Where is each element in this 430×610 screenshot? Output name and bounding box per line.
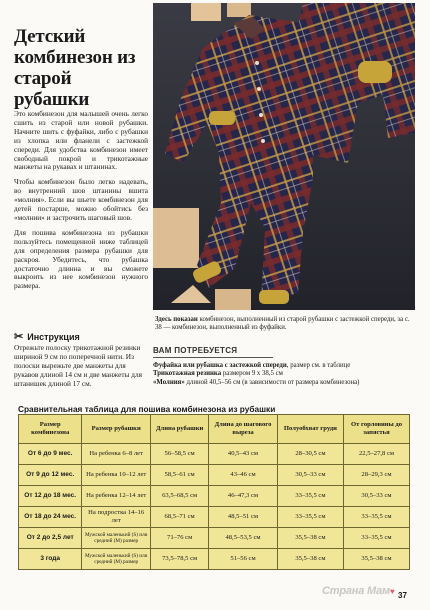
table-row — [19, 444, 410, 465]
table-row — [19, 486, 410, 507]
table-cell: На ребенка 6–8 лет — [82, 444, 151, 465]
table-cell: 33–35,5 см — [277, 486, 343, 507]
table-cell: Мужской маленький (S) или средний (M) размер — [82, 528, 151, 549]
table-cell: 71–76 см — [151, 528, 209, 549]
intro-paragraph: Чтобы комбинезон было легко надевать, во внутренний шов штанины вшита «молния». Если вы шьете комбинезон для детей постарше, можно обойтись без «молнии» и застрочить шаговый шов. — [14, 177, 148, 222]
table-cell: 35,5–38 см — [277, 549, 343, 570]
instruction-text: Отрежьте полоску трикотажной резинки шириной 9 см по поперечной нити. Из полоски вырежьте две манжеты для рукавов длиной 14 см и две манжеты для штанишек длиной 17 см. — [14, 342, 142, 388]
material-name: Фуфайка или рубашка с застежкой спереди — [153, 362, 287, 369]
column-header: Полуобхват груди — [277, 415, 343, 444]
table-header-row — [19, 415, 410, 444]
table-cell: Мужской маленький (S) или средний (M) размер — [82, 549, 151, 570]
table-row — [19, 549, 410, 570]
table-cell: 22,5–27,8 см — [344, 444, 410, 465]
column-header: От горловины до запястья — [344, 415, 410, 444]
jumpsuit-photo — [153, 3, 415, 310]
page-title: Детский комбинезон из старой рубашки — [14, 26, 136, 110]
table-cell: От 12 до 18 мес. — [19, 486, 82, 507]
table-cell: 33–35,5 см — [344, 507, 410, 528]
page-number: 37 — [398, 591, 407, 600]
table-cell: 48,5–51 см — [209, 507, 278, 528]
table-cell: От 2 до 2,5 лет — [19, 528, 82, 549]
watermark-text: Страна Мам — [322, 585, 390, 597]
photo-caption — [155, 316, 417, 332]
table-cell: От 9 до 12 мес. — [19, 465, 82, 486]
table-cell: 33–35,5 см — [344, 528, 410, 549]
material-name: Трикотажная резинка — [153, 370, 222, 378]
size-comparison-table — [18, 414, 410, 570]
site-watermark — [322, 585, 395, 597]
table-cell: На ребенка 12–14 лет — [82, 486, 151, 507]
table-cell: От 6 до 9 мес. — [19, 444, 82, 465]
table-cell: 35,5–38 см — [344, 549, 410, 570]
table-cell: 30,5–33 см — [277, 465, 343, 486]
instruction-heading-label: Инструкция — [27, 332, 80, 342]
table-cell: 63,5–68,5 см — [151, 486, 209, 507]
table-cell: 3 года — [19, 549, 82, 570]
materials-heading: ВАМ ПОТРЕБУЕТСЯ — [153, 346, 273, 358]
table-cell: 48,5–53,5 см — [209, 528, 278, 549]
table-cell: От 18 до 24 мес. — [19, 507, 82, 528]
materials-line — [153, 362, 415, 370]
table-row — [19, 465, 410, 486]
materials-block — [153, 346, 415, 396]
intro-text — [14, 110, 148, 297]
table-row — [19, 528, 410, 549]
table-cell: 28–30,5 см — [277, 444, 343, 465]
column-header: Длина до шагового выреза — [209, 415, 278, 444]
material-detail: размером 9 х 38,5 см — [221, 370, 283, 378]
caption-text: комбинезон, выполненный из старой рубашки с застежкой спереди, за с. 38 — комбинезон, выполненный из фуфайки. — [155, 316, 410, 331]
table-cell: 35,5–38 см — [277, 528, 343, 549]
table-cell: На подростка 14–16 лет — [82, 507, 151, 528]
table-cell: 56–58,5 см — [151, 444, 209, 465]
table-cell: 30,5–33 см — [344, 486, 410, 507]
table-cell: 68,5–71 см — [151, 507, 209, 528]
caption-lead: Здесь показан — [155, 316, 198, 323]
table-cell: 33–35,5 см — [277, 507, 343, 528]
column-header: Размер комбинезона — [19, 415, 82, 444]
instruction-block — [14, 333, 148, 388]
intro-paragraph: Это комбинезон для малышей очень легко сшить из старой или новой рубашки. Начните шить с фуфайки, либо с рубашки из хлопка или фланели с застежкой спереди. Для удобства комбинезон имеет свободный покрой и трикотажные манжеты на рукавах и штанинах. — [14, 109, 148, 172]
table-row — [19, 507, 410, 528]
materials-line — [153, 370, 415, 378]
table-cell: 40,5–43 см — [209, 444, 278, 465]
table-cell: 28–29,3 см — [344, 465, 410, 486]
table-cell: 43–46 см — [209, 465, 278, 486]
instruction-heading — [14, 333, 148, 342]
column-header: Длина рубашки — [151, 415, 209, 444]
table-cell: 51–56 см — [209, 549, 278, 570]
material-detail: длиной 40,5–56 см (в зависимости от размера комбинезона) — [184, 378, 360, 386]
materials-line — [153, 379, 415, 387]
table-cell: 46–47,3 см — [209, 486, 278, 507]
column-header: Размер рубашки — [82, 415, 151, 444]
table-title: Сравнительная таблица для пошива комбинезона из рубашки — [18, 404, 408, 416]
intro-paragraph: Для пошива комбинезона из рубашки пользуйтесь помещенной ниже таблицей для определения размера рубашки для раскроя. Убедитесь, что рубашка достаточно длинна и вы сможете выкроить из нее комбинезон нужного размера. — [14, 227, 148, 291]
table-cell: 73,5–78,5 см — [151, 549, 209, 570]
heart-icon: ♥ — [389, 587, 395, 596]
material-detail: , размер см. в таблице — [286, 362, 351, 369]
table-cell: На ребенка 10–12 лет — [82, 465, 151, 486]
table-cell: 58,5–61 см — [151, 465, 209, 486]
material-name: «Молния» — [153, 378, 185, 386]
scissors-icon: ✂ — [14, 331, 24, 343]
